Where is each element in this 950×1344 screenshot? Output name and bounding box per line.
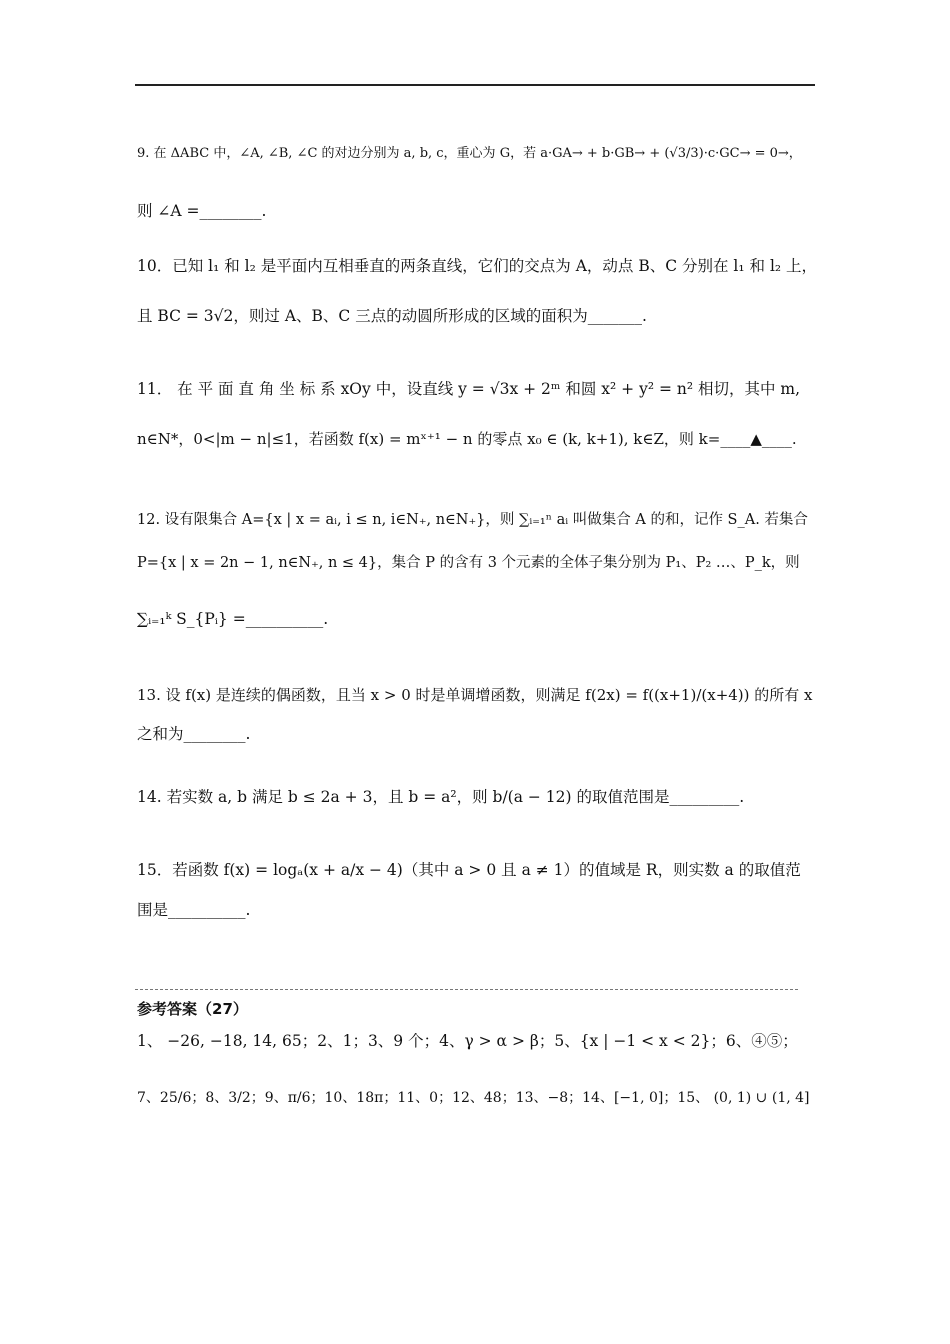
q9-line1: 9. 在 ΔABC 中，∠A, ∠B, ∠C 的对边分别为 a, b, c，重心为 G，若 a·GA→ + b·GB→ + (√3/3)·c·GC→ = 0→，	[137, 146, 802, 161]
q13-line1: 13. 设 f(x) 是连续的偶函数，且当 x > 0 时是单调增函数，则满足 f(2x) = f((x+1)/(x+4)) 的所有 x	[137, 686, 813, 704]
answers-line1: 1、 −26, −18, 14, 65；2、1；3、9 个；4、γ > α > β；5、{x | −1 < x < 2}；6、④⑤；	[137, 1032, 798, 1050]
q12-line3: ∑ᵢ₌₁ᵏ S_{Pᵢ} =__________.	[137, 610, 329, 628]
q12-line1: 12. 设有限集合 A={x | x = aᵢ, i ≤ n, i∈N₊, n∈N₊}，则 ∑ᵢ₌₁ⁿ aᵢ 叫做集合 A 的和，记作 S_A. 若集合	[137, 512, 808, 528]
q15-line2: 围是__________.	[137, 901, 251, 919]
q10-line1: 10．已知 l₁ 和 l₂ 是平面内互相垂直的两条直线，它们的交点为 A，动点 B、C 分别在 l₁ 和 l₂ 上，	[137, 257, 818, 275]
q15-line1: 15．若函数 f(x) = logₐ(x + a/x − 4)（其中 a > 0 且 a ≠ 1）的值域是 R，则实数 a 的取值范	[137, 861, 801, 879]
answer-divider	[135, 989, 798, 990]
q9-line2: 则 ∠A =________.	[137, 202, 267, 220]
answers-title: 参考答案（27）	[137, 1000, 248, 1018]
q14-line1: 14. 若实数 a, b 满足 b ≤ 2a + 3，且 b = a²，则 b/(a − 12) 的取值范围是_________.	[137, 788, 745, 806]
q13-line2: 之和为________.	[137, 725, 251, 743]
answers-line2: 7、25/6；8、3/2；9、π/6；10、18π；11、0；12、48；13、−8；14、[−1, 0]；15、 (0, 1) ∪ (1, 4]	[137, 1090, 810, 1106]
q11-line1: 11． 在 平 面 直 角 坐 标 系 xOy 中，设直线 y = √3x + 2ᵐ 和圆 x² + y² = n² 相切，其中 m,	[137, 380, 801, 398]
q10-line2: 且 BC = 3√2，则过 A、B、C 三点的动圆所形成的区域的面积为_______.	[137, 307, 647, 325]
top-rule	[135, 84, 815, 86]
q12-line2: P={x | x = 2n − 1, n∈N₊, n ≤ 4}，集合 P 的含有 3 个元素的全体子集分别为 P₁、P₂ …、P_k，则	[137, 555, 800, 571]
q11-line2: n∈N*，0<|m − n|≤1，若函数 f(x) = mˣ⁺¹ − n 的零点 x₀ ∈ (k, k+1), k∈Z，则 k=____▲____.	[137, 430, 797, 448]
